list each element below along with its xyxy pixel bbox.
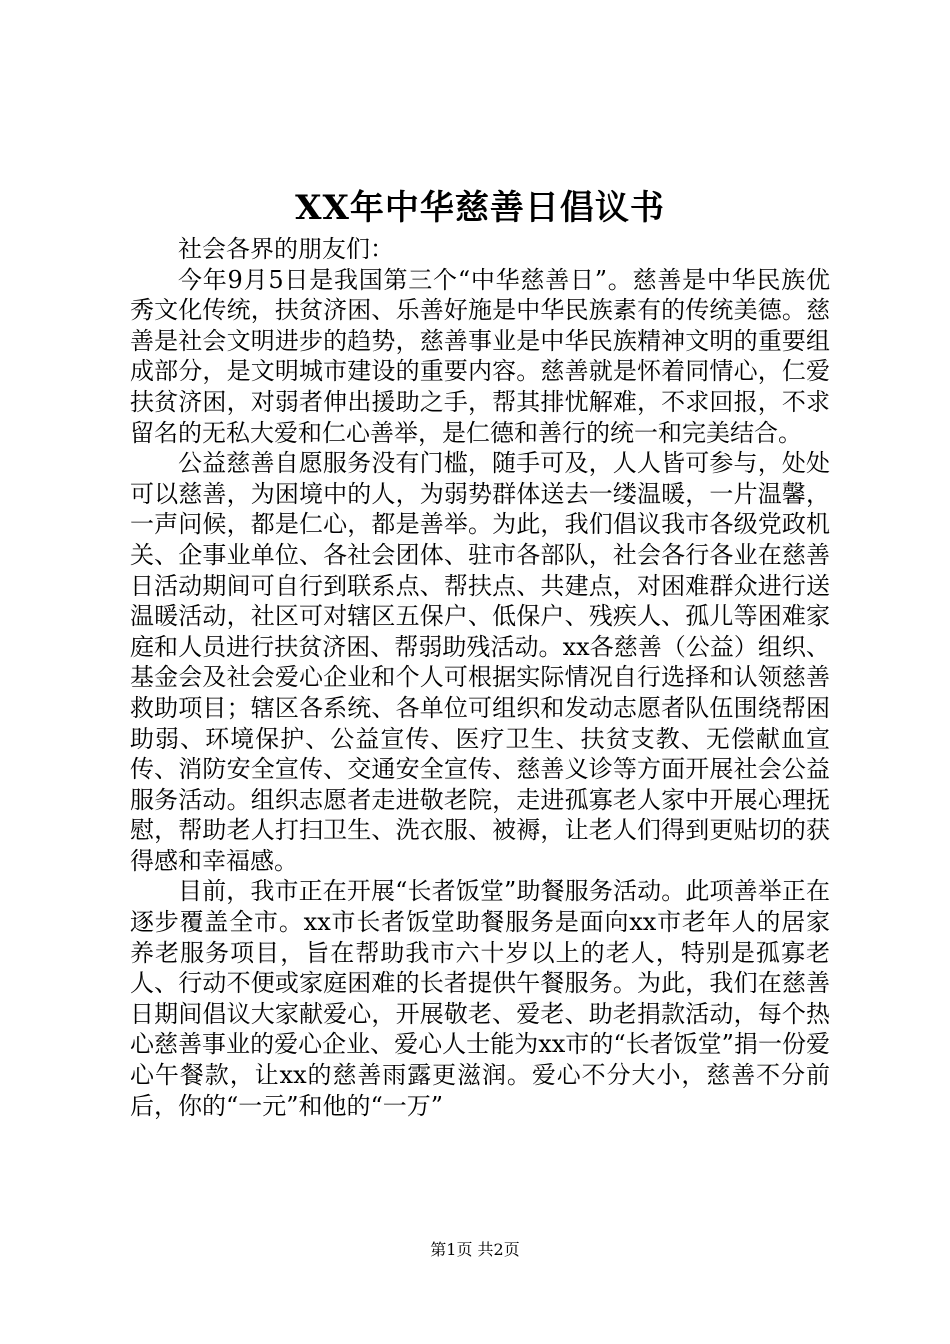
paragraph: 今年9月5日是我国第三个“中华慈善日”。慈善是中华民族优秀文化传统，扶贫济困、乐善好施是中华民族素有的传统美德。慈善是社会文明进步的趋势，慈善事业是中华民族精神文明的重要组成部分，是文明城市建设的重要内容。慈善就是怀着同情心，仁爱扶贫济困，对弱者伸出援助之手，帮其排忧解难，不求回报，不求留名的无私大爱和仁心善举，是仁德和善行的统一和完美结合。 [130, 265, 830, 447]
paragraph: 公益慈善自愿服务没有门槛，随手可及，人人皆可参与，处处可以慈善，为困境中的人，为弱势群体送去一缕温暖，一片温馨，一声问候，都是仁心，都是善举。为此，我们倡议我市各级党政机关、企事业单位、各社会团体、驻市各部队，社会各行各业在慈善日活动期间可自行到联系点、帮扶点、共建点，对困难群众进行送温暖活动，社区可对辖区五保户、低保户、残疾人、孤儿等困难家庭和人员进行扶贫济困、帮弱助残活动。xx各慈善（公益）组织、基金会及社会爱心企业和个人可根据实际情况自行选择和认领慈善救助项目；辖区各系统、各单位可组织和发动志愿者队伍围绕帮困助弱、环境保护、公益宣传、医疗卫生、扶贫支教、无偿献血宣传、消防安全宣传、交通安全宣传、慈善义诊等方面开展社会公益服务活动。组织志愿者走进敬老院，走进孤寡老人家中开展心理抚慰，帮助老人打扫卫生、洗衣服、被褥，让老人们得到更贴切的获得感和幸福感。 [130, 449, 830, 875]
salutation: 社会各界的朋友们： [178, 235, 394, 263]
paragraph: 目前，我市正在开展“长者饭堂”助餐服务活动。此项善举正在逐步覆盖全市。xx市长者饭堂助餐服务是面向xx市老年人的居家养老服务项目，旨在帮助我市六十岁以上的老人，特别是孤寡老人、行动不便或家庭困难的长者提供午餐服务。为此，我们在慈善日期间倡议大家献爱心，开展敬老、爱老、助老捐款活动，每个热心慈善事业的爱心企业、爱心人士能为xx市的“长者饭堂”捐一份爱心午餐款，让xx的慈善雨露更滋润。爱心不分大小，慈善不分前后，你的“一元”和他的“一万” [130, 877, 830, 1120]
document-body [130, 234, 830, 1121]
page-number-footer: 第1页 共2页 [430, 1240, 520, 1259]
document-title: XX年中华慈善日倡议书 [295, 188, 665, 228]
